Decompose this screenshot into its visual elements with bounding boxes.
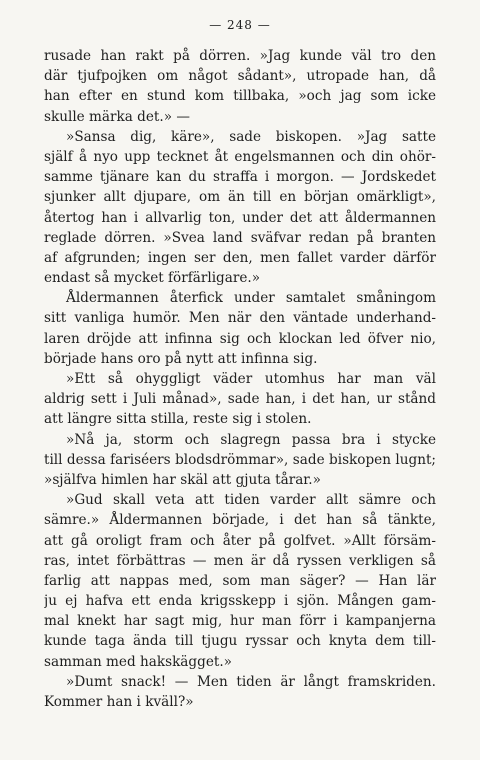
text-line: »Dumt snack! — Men tiden är långt framskriden. [66,673,436,690]
text-line: reglade dörren. »Svea land sväfvar redan på branten [44,229,436,246]
text-line: endast så mycket förfärligare.» [44,270,261,287]
text-line: sitt vanliga humör. Men när den väntade underhand- [44,310,436,327]
text-line: Kommer han i kväll?» [44,694,194,710]
text-line: af afgrunden; ingen ser den, men fallet varder därför [44,249,436,266]
page-number: — 248 — [209,18,271,32]
text-line: sjunker allt djupare, om än till en början omärkligt», [44,189,436,206]
text-line: rusade han rakt på dörren. »Jag kunde väl tro den [44,48,436,64]
text-line: där tjufpojken om något sådant», utropade han, då [44,68,436,85]
text-line: aldrig sett i Juli månad», sade han, i det han, ur stånd [44,391,436,408]
text-line: själf å nyo upp tecknet åt engelsmannen och din ohör- [44,148,436,165]
text-line: »själfva himlen har skäl att gjuta tårar.» [44,471,321,488]
text-line: »Sansa dig, käre», sade biskopen. »Jag satte [66,128,436,145]
text-line: började hans oro på nytt att infinna sig. [44,350,318,367]
text-line: mal knekt har sagt mig, hur man förr i kampanjerna [44,613,436,630]
text-line: samme tjänare kan du straffa i morgon. — Jordskedet [44,169,436,186]
text-line: skulle märka det.» — [44,108,190,125]
text-line: att längre sitta stilla, reste sig i stolen. [44,411,312,428]
text-line: Åldermannen återfick under samtalet småningom [66,290,436,307]
text-line: han efter en stund kom tillbaka, »och jag som icke [44,88,436,105]
text-line: till dessa fariséers blodsdrömmar», sade biskopen lugnt; [44,451,436,468]
text-line: samman med hakskägget.» [44,653,232,670]
text-line: återtog han i allvarlig ton, under det att åldermannen [44,209,436,226]
text-line: ras, intet förbättras — men är då ryssen verkligen så [44,552,436,569]
text-line: laren dröjde att infinna sig och klockan led öfver nio, [44,330,436,347]
text-line: sämre.» Åldermannen började, i det han så tänkte, [44,512,436,529]
text-line: farlig att nappas med, som man säger? — Han lär [44,572,436,589]
text-line: »Nå ja, storm och slagregn passa bra i stycke [66,431,436,448]
text-line: »Ett så ohyggligt väder utomhus har man väl [66,371,436,387]
text-line: kunde taga ända till tjugu ryssar och knyta dem till- [44,633,436,650]
text-line: »Gud skall veta att tiden varder allt sämre och [66,492,436,509]
text-line: ju ej hafva ett enda krigsskepp i sjön. Mången gam- [44,593,436,610]
text-line: att gå oroligt fram och åter på golfvet. »Allt försäm- [44,532,436,549]
body-text [44,46,436,712]
